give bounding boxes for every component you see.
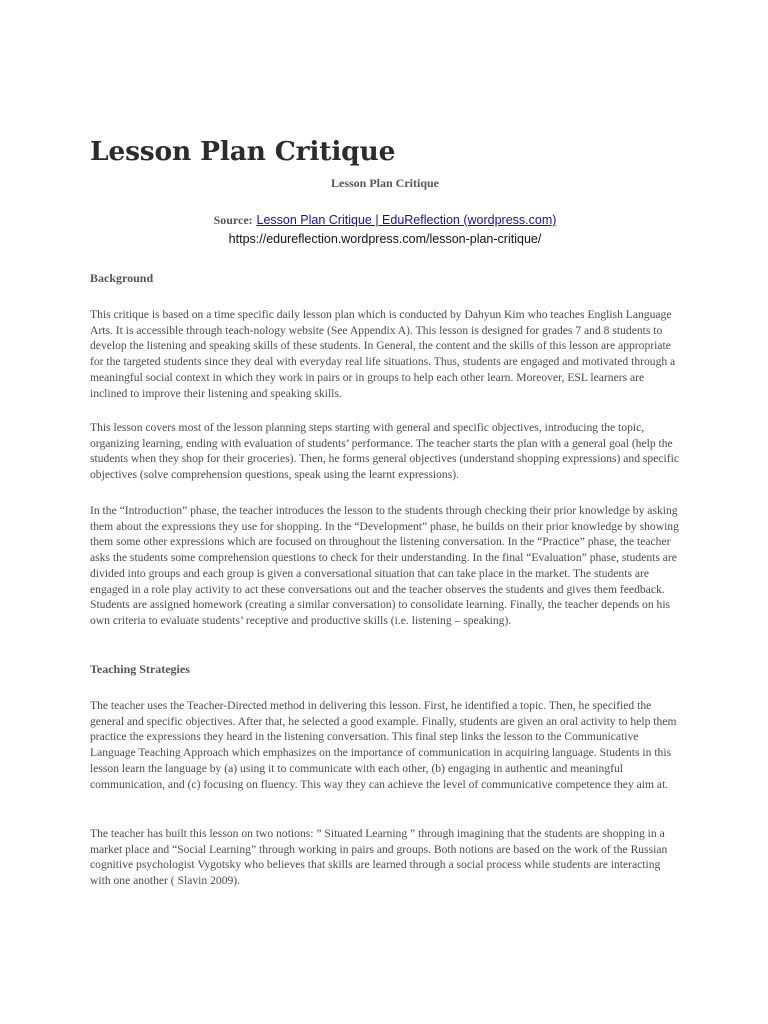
source-line: [90, 211, 680, 229]
source-link[interactable]: Lesson Plan Critique | EduReflection (wordpress.com): [256, 213, 557, 227]
source-url: https://edureflection.wordpress.com/lesson-plan-critique/: [228, 232, 542, 246]
document-subtitle: Lesson Plan Critique: [330, 176, 439, 190]
section-heading-background: Background: [90, 271, 154, 285]
paragraph: The teacher uses the Teacher-Directed method in delivering this lesson. First, he identified a topic. Then, he specified the general and specific objectives. After that, he selected a good example. Finally, students are given an oral activity to help them practice the expressions they heard in the listening conversation. This final step links the lesson to the Communicative Language Teaching Approach which emphasizes on the importance of communication in acquiring language. Students in this lesson learn the language by (a) using it to communicate with each other, (b) engaging in authentic and meaningful communication, and (c) focusing on fluency. This way they can achieve the level of communicative competence they aim at.: [90, 699, 677, 791]
paragraph: In the “Introduction” phase, the teacher introduces the lesson to the students through checking their prior knowledge by asking them about the expressions they use for shopping. In the “Development” phase, he builds on their prior knowledge by showing them some other expressions which are focused on throughout the listening conversation. In the “Practice” phase, the teacher asks the students some comprehension questions to check for their understanding. In the final “Evaluation” phase, students are divided into groups and each group is given a conversational situation that can take place in the market. The students are engaged in a role play activity to act these conversations out and the teacher observes the students and gives them feedback. Students are assigned homework (creating a similar conversation) to consolidate learning. Finally, the teacher depends on his own criteria to evaluate students’ receptive and productive skills (i.e. listening – speaking).: [90, 504, 679, 627]
section-heading-teaching-strategies: Teaching Strategies: [90, 662, 190, 676]
source-label: Source:: [213, 213, 253, 227]
paragraph: The teacher has built this lesson on two notions: ” Situated Learning ” through imagining that the students are shopping in a market place and “Social Learning” through working in pairs and groups. Both notions are based on the work of the Russian cognitive psychologist Vygotsky who believes that skills are learned through a social process while students are interacting with one another ( Slavin 2009).: [90, 827, 668, 888]
paragraph: This critique is based on a time specific daily lesson plan which is conducted by Dahyun Kim who teaches English Language Arts. It is accessible through teach-nology website (See Appendix A). This lesson is designed for grades 7 and 8 students to develop the listening and speaking skills of these students. In General, the content and the skills of this lesson are appropriate for the targeted students since they deal with everyday real life situations. Thus, students are engaged and motivated through a meaningful social context in which they work in pairs or in groups to help each other learn. Moreover, ESL learners are inclined to improve their listening and speaking skills.: [90, 308, 676, 400]
paragraph: This lesson covers most of the lesson planning steps starting with general and specific objectives, introducing the topic, organizing learning, ending with evaluation of students’ performance. The teacher starts the plan with a general goal (help the students when they shop for their groceries). Then, he forms general objectives (understand shopping expressions) and specific objectives (solve comprehension questions, speak using the learnt expressions).: [90, 421, 679, 482]
page-title: Lesson Plan Critique: [90, 136, 396, 167]
